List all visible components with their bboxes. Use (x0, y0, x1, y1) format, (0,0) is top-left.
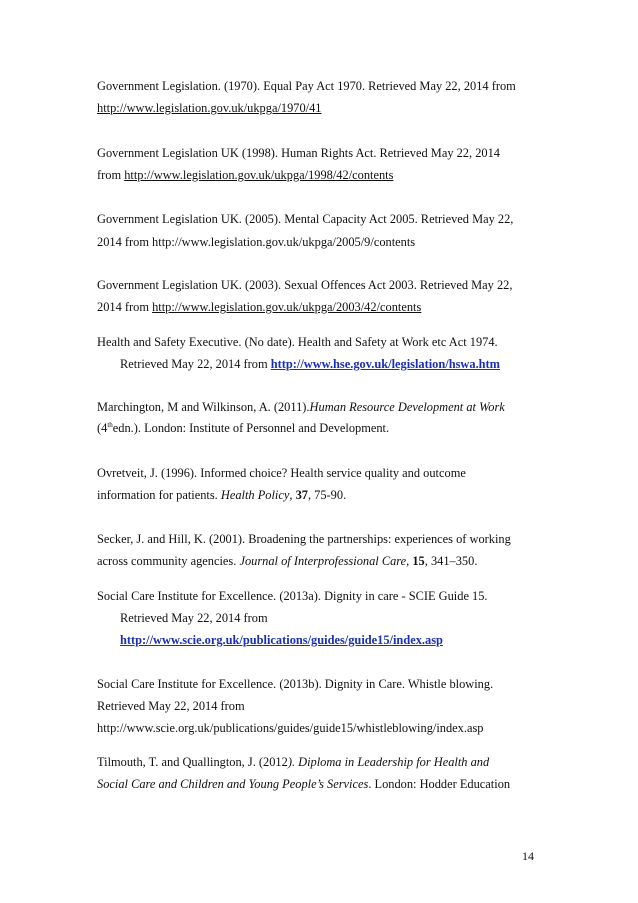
reference-11-authors: Tilmouth, T. and Quallington, J. (2012 (97, 755, 288, 769)
reference-9-line-2: Retrieved May 22, 2014 from (120, 611, 268, 625)
reference-7-line-1: Ovretveit, J. (1996). Informed choice? Health service quality and outcome (97, 466, 466, 480)
reference-11-title-part-2: Social Care and Children and Young People’s Services (97, 777, 369, 791)
reference-2-prefix: from (97, 168, 125, 182)
reference-7-line-2 (97, 487, 346, 503)
reference-5-prefix: Retrieved May 22, 2014 from (120, 357, 271, 371)
reference-4-line-2 (97, 299, 421, 315)
reference-9-link[interactable]: http://www.scie.org.uk/publications/guides/guide15/index.asp (120, 633, 443, 647)
reference-5-line-2 (120, 356, 500, 372)
reference-6-authors: Marchington, M and Wilkinson, A. (2011). (97, 400, 310, 414)
reference-9-line-3 (120, 632, 443, 648)
reference-10-line-3: http://www.scie.org.uk/publications/guides/guide15/whistleblowing/index.asp (97, 721, 484, 735)
reference-8-journal: Journal of Interprofessional Care (239, 554, 407, 568)
reference-7-text: information for patients. (97, 488, 221, 502)
reference-1-link[interactable]: http://www.legislation.gov.uk/ukpga/1970/41 (97, 101, 322, 115)
reference-6-line-1 (97, 399, 505, 415)
reference-7-sep: , (289, 488, 296, 502)
reference-2-link[interactable]: http://www.legislation.gov.uk/ukpga/1998/42/contents (124, 168, 394, 182)
reference-7-journal: Health Policy (220, 488, 290, 502)
reference-6-edition-sup: th (107, 420, 113, 429)
reference-7-volume: 37 (295, 488, 308, 502)
reference-5-link[interactable]: http://www.hse.gov.uk/legislation/hswa.htm (270, 357, 501, 371)
reference-8-volume: 15 (412, 554, 425, 568)
reference-6-title: Human Resource Development at Work (309, 400, 505, 414)
reference-7-pages: , 75-90. (307, 488, 347, 502)
page-number: 14 (522, 849, 534, 863)
reference-6-line-2 (97, 420, 389, 436)
reference-6-edition-open: (4 (97, 421, 108, 435)
reference-11-title-part-1: ). Diploma in Leadership for Health and (287, 755, 490, 769)
reference-3-line-1: Government Legislation UK. (2005). Mental Capacity Act 2005. Retrieved May 22, (97, 212, 514, 226)
reference-8-line-2 (97, 553, 477, 569)
reference-3-line-2: 2014 from http://www.legislation.gov.uk/ukpga/2005/9/contents (97, 235, 416, 249)
reference-10-line-2: Retrieved May 22, 2014 from (97, 699, 245, 713)
reference-4-line-1: Government Legislation UK. (2003). Sexual Offences Act 2003. Retrieved May 22, (97, 278, 513, 292)
reference-4-link[interactable]: http://www.legislation.gov.uk/ukpga/2003/42/contents (152, 300, 422, 314)
reference-10-line-1: Social Care Institute for Excellence. (2013b). Dignity in Care. Whistle blowing. (97, 677, 494, 691)
reference-11-line-2 (97, 776, 510, 792)
reference-11-publisher: . London: Hodder Education (368, 777, 511, 791)
reference-8-line-1: Secker, J. and Hill, K. (2001). Broadening the partnerships: experiences of working (97, 532, 511, 546)
reference-9-line-1: Social Care Institute for Excellence. (2013a). Dignity in care - SCIE Guide 15. (97, 589, 488, 603)
reference-6-publisher: edn.). London: Institute of Personnel and Development. (112, 421, 390, 435)
reference-5-line-1: Health and Safety Executive. (No date). Health and Safety at Work etc Act 1974. (97, 335, 498, 349)
reference-1-line-1: Government Legislation. (1970). Equal Pay Act 1970. Retrieved May 22, 2014 from (97, 79, 516, 93)
reference-4-prefix: 2014 from (97, 300, 153, 314)
reference-2-line-1: Government Legislation UK (1998). Human Rights Act. Retrieved May 22, 2014 (97, 146, 500, 160)
reference-8-text: across community agencies. (97, 554, 240, 568)
reference-11-line-1 (97, 754, 489, 770)
reference-2-line-2 (97, 167, 393, 183)
reference-8-sep: , (406, 554, 413, 568)
reference-8-pages: , 341–350. (424, 554, 478, 568)
reference-1-line-2 (97, 100, 322, 116)
